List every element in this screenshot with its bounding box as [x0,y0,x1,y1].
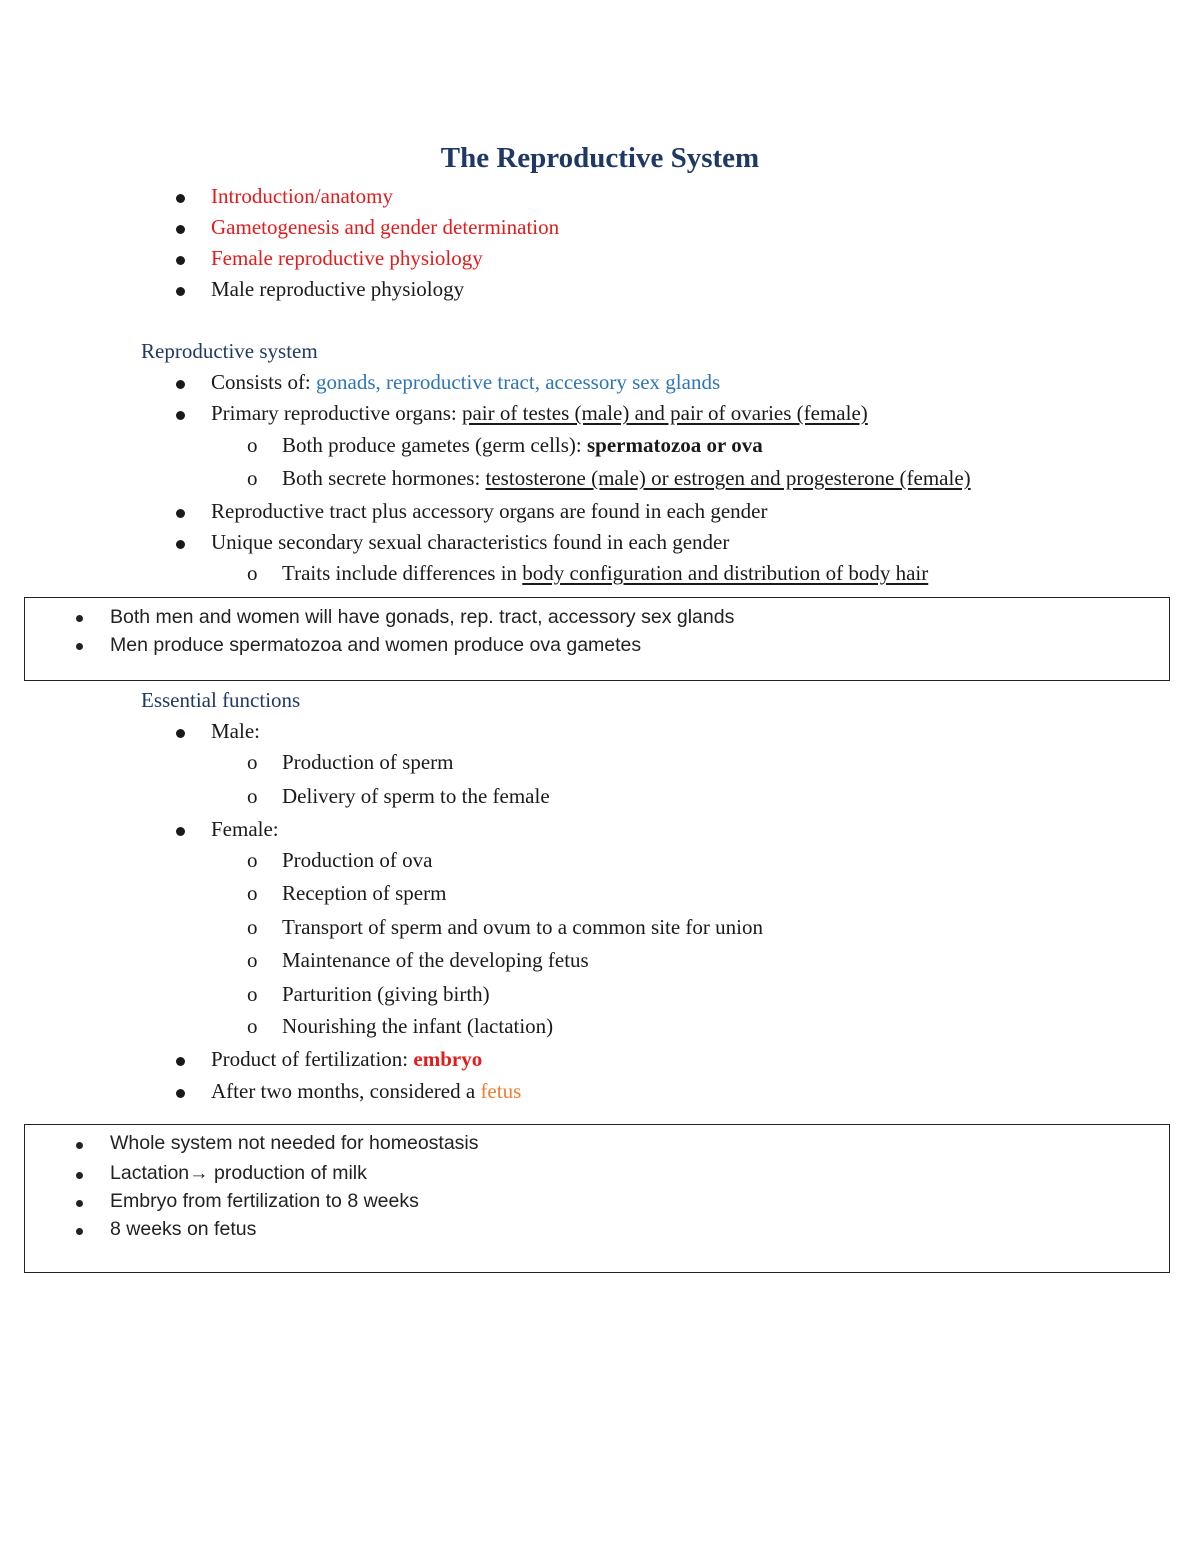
bullet-icon [176,827,185,836]
bullet-icon [176,194,185,203]
outline-item: Introduction/anatomy [211,184,393,208]
gametes-label: Both produce gametes (germ cells): [282,433,587,457]
circle-bullet-icon: o [247,466,258,490]
note-item: Lactation→ production of milk [110,1162,367,1184]
circle-bullet-icon: o [247,982,258,1006]
note-item: Men produce spermatozoa and women produce ova gametes [110,634,642,656]
bullet-icon [176,1089,185,1098]
hormones-value: testosterone (male) or estrogen and progesterone (female) [485,466,971,490]
primary-value: pair of testes (male) and pair of ovaries (female) [461,401,868,425]
bullet-icon [176,540,185,549]
note-item: 8 weeks on fetus [110,1218,257,1240]
primary-label: Primary reproductive organs: [211,401,462,425]
note-box-1 [24,597,1170,681]
circle-bullet-icon: o [247,750,258,774]
circle-bullet-icon: o [247,848,258,872]
bullet-icon [176,225,185,234]
tract-item: Reproductive tract plus accessory organs are found in each gender [211,499,768,523]
bullet-icon [176,509,185,518]
gametes-item [282,433,763,458]
traits-item [282,561,928,586]
circle-bullet-icon: o [247,915,258,939]
female-item: Reception of sperm [282,881,447,905]
circle-bullet-icon: o [247,881,258,905]
outline-item: Male reproductive physiology [211,277,465,301]
primary-organs-item [211,401,868,426]
traits-value: body configuration and distribution of body hair [522,561,929,585]
gametes-value: spermatozoa or ova [586,433,763,457]
bullet-icon [176,256,185,265]
consists-of-item [211,370,720,395]
bullet-icon [76,1228,83,1235]
product-item [211,1047,482,1072]
secondary-item: Unique secondary sexual characteristics found in each gender [211,530,730,554]
product-label: Product of fertilization: [211,1047,414,1071]
note-item: Embryo from fertilization to 8 weeks [110,1190,419,1212]
hormones-item [282,466,971,491]
bullet-icon [176,1057,185,1066]
product-value: embryo [413,1047,483,1071]
traits-label: Traits include differences in [282,561,523,585]
section-heading-reproductive-system: Reproductive system [141,339,318,363]
female-item: Parturition (giving birth) [282,982,490,1006]
male-label: Male: [211,719,260,743]
bullet-icon [76,1142,83,1149]
after-label: After two months, considered a [211,1079,481,1103]
male-item: Production of sperm [282,750,454,774]
page-title: The Reproductive System [440,142,760,174]
circle-bullet-icon: o [247,784,258,808]
bullet-icon [76,1200,83,1207]
after-item [211,1079,521,1104]
outline-item: Gametogenesis and gender determination [211,215,560,239]
bullet-icon [176,411,185,420]
outline-item: Female reproductive physiology [211,246,483,270]
bullet-icon [76,643,83,650]
female-item: Nourishing the infant (lactation) [282,1014,554,1038]
bullet-icon [176,729,185,738]
circle-bullet-icon: o [247,433,258,457]
bullet-icon [76,615,83,622]
bullet-icon [176,380,185,389]
note-item: Whole system not needed for homeostasis [110,1132,479,1154]
bullet-icon [176,287,185,296]
consists-label: Consists of: [211,370,317,394]
circle-bullet-icon: o [247,948,258,972]
note-box-2 [24,1124,1170,1273]
female-item: Production of ova [282,848,433,872]
hormones-label: Both secrete hormones: [282,466,486,490]
note-item: Both men and women will have gonads, rep. tract, accessory sex glands [110,606,735,628]
consists-value: gonads, reproductive tract, accessory sex glands [316,370,721,394]
circle-bullet-icon: o [247,561,258,585]
bullet-icon [76,1172,83,1179]
male-item: Delivery of sperm to the female [282,784,550,808]
after-value: fetus [480,1079,522,1103]
section-heading-essential-functions: Essential functions [141,688,301,712]
female-item: Maintenance of the developing fetus [282,948,589,972]
circle-bullet-icon: o [247,1014,258,1038]
female-label: Female: [211,817,279,841]
female-item: Transport of sperm and ovum to a common site for union [282,915,764,939]
